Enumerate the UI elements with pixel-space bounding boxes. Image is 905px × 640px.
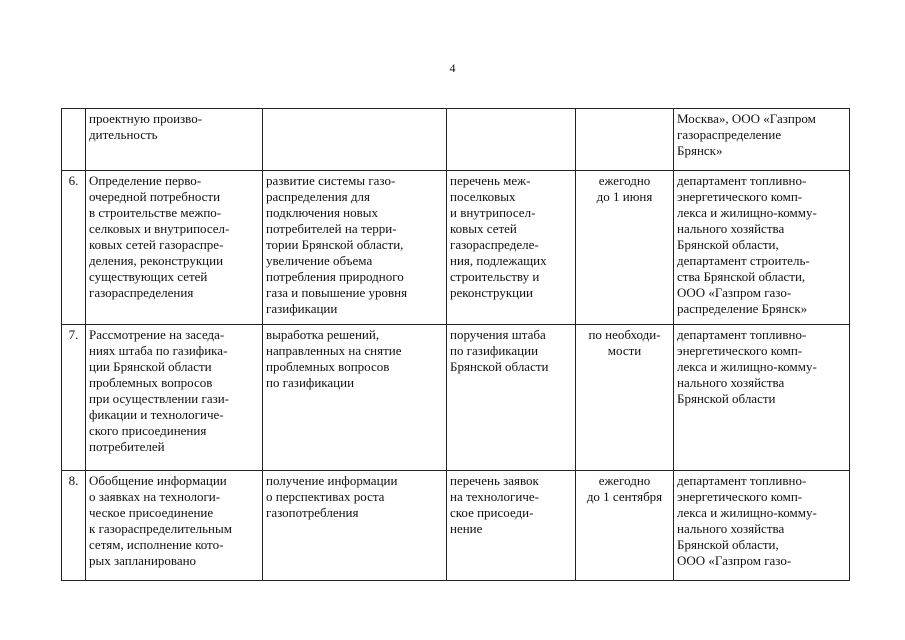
deadline-text: ежегодно до 1 сентября [586, 473, 663, 504]
event-text: Определение перво- очередной потребности в строительстве межпо- селковых и внутрипосел- ковых сетей газораспре- деления, реконструкции существующих сетей газораспределения [89, 173, 230, 300]
goal-cell [263, 171, 447, 325]
event-cell [86, 171, 263, 325]
deadline-cell [576, 171, 674, 325]
row-number-cell [62, 471, 86, 581]
row-number: 8. [68, 473, 79, 488]
result-text: перечень меж- поселковых и внутрипосел- ковых сетей газораспределе- ния, подлежащих строительству и реконструкции [450, 173, 547, 300]
event-cell [86, 325, 263, 471]
event-text: Рассмотрение на заседа- ниях штаба по газифика- ции Брянской области проблемных вопросов при осуществлении гази- фикации и технологиче- ского присоединения потребителей [89, 327, 230, 454]
deadline-cell [576, 471, 674, 581]
responsible-text: департамент топливно- энергетического комп- лекса и жилищно-комму- нального хозяйства Брянской области [677, 327, 817, 406]
result-cell [447, 471, 576, 581]
row-number: 7. [68, 327, 79, 342]
goal-text: получение информации о перспективах роста газопотребления [266, 473, 398, 520]
result-cell [447, 171, 576, 325]
event-cell [86, 109, 263, 171]
responsible-text: Москва», ООО «Газпром газораспределение Брянск» [677, 111, 816, 158]
deadline-cell [576, 109, 674, 171]
result-cell [447, 109, 576, 171]
deadline-cell [576, 325, 674, 471]
page-number: 4 [449, 61, 456, 75]
result-text: поручения штаба по газификации Брянской области [450, 327, 549, 374]
responsible-cell [674, 471, 850, 581]
table-row [62, 471, 850, 581]
row-number-cell [62, 171, 86, 325]
goal-text: выработка решений, направленных на снятие проблемных вопросов по газификации [266, 327, 402, 390]
deadline-text: ежегодно до 1 июня [596, 173, 653, 204]
goal-cell [263, 325, 447, 471]
event-text: Обобщение информации о заявках на технологи- ческое присоединение к газораспределительным сетям, исполнение кото- рых запланировано [89, 473, 232, 568]
row-number-cell [62, 325, 86, 471]
goal-cell [263, 109, 447, 171]
result-text: перечень заявок на технологиче- ское присоеди- нение [450, 473, 539, 536]
event-cell [86, 471, 263, 581]
table-row [62, 325, 850, 471]
responsible-text: департамент топливно- энергетического комп- лекса и жилищно-комму- нального хозяйства Брянской области, ООО «Газпром газо- [677, 473, 817, 568]
responsible-cell [674, 109, 850, 171]
goal-text: развитие системы газо- распределения для подключения новых потребителей на терри- тории Брянской области, увеличение объема потребления природного газа и повышение уровня газификации [266, 173, 408, 316]
result-cell [447, 325, 576, 471]
deadline-text: по необходи- мости [588, 327, 661, 358]
row-number-cell [62, 109, 86, 171]
responsible-text: департамент топливно- энергетического комп- лекса и жилищно-комму- нального хозяйства Брянской области, департамент строитель- ства Брянской области, ООО «Газпром газо- распределение Брянск» [677, 173, 817, 316]
event-text: проектную произво- дительность [89, 111, 203, 142]
row-number: 6. [68, 173, 79, 188]
goal-cell [263, 471, 447, 581]
responsible-cell [674, 325, 850, 471]
responsible-cell [674, 171, 850, 325]
measures-table [61, 108, 850, 581]
table-row [62, 171, 850, 325]
table-row [62, 109, 850, 171]
